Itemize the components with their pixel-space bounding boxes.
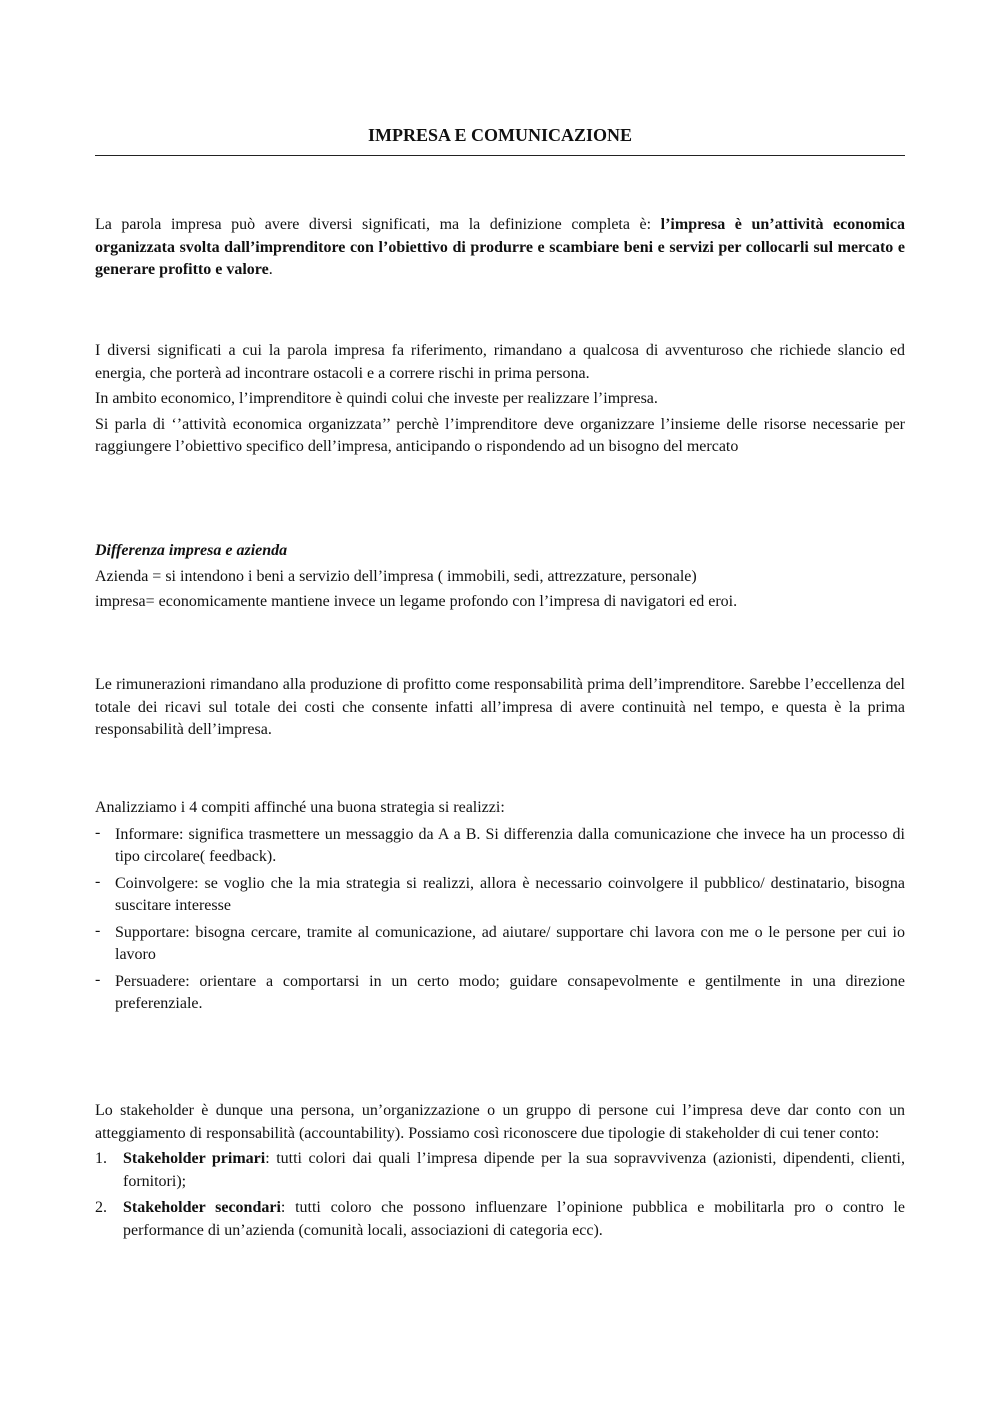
intro-paragraph xyxy=(95,214,905,282)
dash-marker: - xyxy=(95,872,101,890)
stakeholder-intro: Lo stakeholder è dunque una persona, un’organizzazione o un gruppo di persone cui l’impresa deve dar conto con un atteggiamento di responsabilità (accountability). Possiamo così riconoscere due tipologie di stakeholder di cui tener conto: xyxy=(95,1102,905,1142)
meanings-section xyxy=(95,340,905,459)
dash-marker: - xyxy=(95,921,101,939)
stakeholder-section xyxy=(95,1100,905,1246)
list-item xyxy=(95,922,905,967)
difference-impresa: impresa= economicamente mantiene invece un legame profondo con l’impresa di navigatori ed eroi. xyxy=(95,593,738,610)
meanings-paragraph: Si parla di ‘’attività economica organizzata’’ perchè l’imprenditore deve organizzare l’insieme delle risorse necessarie per raggiungere l’obiettivo specifico dell’impresa, anticipando o rispondendo ad un bisogno del mercato xyxy=(95,415,905,455)
intro-tail: . xyxy=(268,261,273,278)
list-item xyxy=(95,824,905,869)
stakeholder-term: Stakeholder secondari xyxy=(123,1199,281,1216)
list-item-text: Informare: significa trasmettere un messaggio da A a B. Si differenzia dalla comunicazione che invece ha un processo di tipo circolare( feedback). xyxy=(115,825,905,865)
list-number: 1. xyxy=(95,1150,107,1167)
intro-definition: l’impresa è un’attività economica organizzata svolta dall’imprenditore con l’obiettivo di produrre e scambiare beni e servizi per collocarli sul mercato e generare profitto e valore xyxy=(95,216,905,278)
stakeholder-list xyxy=(95,1148,905,1242)
list-item xyxy=(95,971,905,1016)
title-divider xyxy=(95,155,905,156)
intro-section xyxy=(95,214,905,282)
tasks-section xyxy=(95,797,905,1020)
list-item xyxy=(95,1197,905,1242)
remuneration-section xyxy=(95,674,905,742)
difference-azienda: Azienda = si intendono i beni a servizio dell’impresa ( immobili, sedi, attrezzature, personale) xyxy=(95,567,697,585)
document-title: IMPRESA E COMUNICAZIONE xyxy=(367,125,633,145)
list-item-text: Coinvolgere: se voglio che la mia strategia si realizzi, allora è necessario coinvolgere il pubblico/ destinatario, bisogna suscitare interesse xyxy=(115,874,905,914)
stakeholder-term: Stakeholder primari xyxy=(123,1150,266,1167)
remuneration-paragraph: Le rimunerazioni rimandano alla produzione di profitto come responsabilità prima dell’imprenditore. Sarebbe l’eccellenza del totale dei ricavi sul totale dei costi che consente infatti all’impresa di avere continuità nel tempo, e questa è la prima responsabilità dell’impresa. xyxy=(95,676,905,738)
difference-section xyxy=(95,540,905,614)
list-item xyxy=(95,873,905,918)
list-item-text: Persuadere: orientare a comportarsi in un certo modo; guidare consapevolmente e gentilmente in una direzione preferenziale. xyxy=(115,972,905,1012)
stakeholder-description: : tutti coloro che possono influenzare l’opinione pubblica e mobilitarla pro o contro le performance di un’azienda (comunità locali, associazioni di categoria ecc). xyxy=(123,1199,906,1239)
dash-marker: - xyxy=(95,823,101,841)
list-item xyxy=(95,1148,905,1193)
tasks-intro: Analizziamo i 4 compiti affinché una buona strategia si realizzi: xyxy=(95,799,505,816)
meanings-paragraph: I diversi significati a cui la parola impresa fa riferimento, rimandano a qualcosa di avventuroso che richiede slancio ed energia, che porterà ad incontrare ostacoli e a correre rischi in prima persona. xyxy=(95,342,905,382)
dash-marker: - xyxy=(95,970,101,988)
list-number: 2. xyxy=(95,1199,107,1216)
meanings-paragraph: In ambito economico, l’imprenditore è quindi colui che investe per realizzare l’impresa. xyxy=(95,390,658,407)
tasks-list xyxy=(95,824,905,1016)
intro-lead: La parola impresa può avere diversi significati, ma la definizione completa è: xyxy=(95,216,661,233)
stakeholder-description: : tutti colori dai quali l’impresa dipende per la sua sopravvivenza (azionisti, dipendenti, clienti, fornitori); xyxy=(123,1150,905,1190)
list-item-text: Supportare: bisogna cercare, tramite al comunicazione, ad aiutare/ supportare chi lavora con me o le persone per cui io lavoro xyxy=(115,923,905,963)
difference-heading: Differenza impresa e azienda xyxy=(95,542,288,559)
